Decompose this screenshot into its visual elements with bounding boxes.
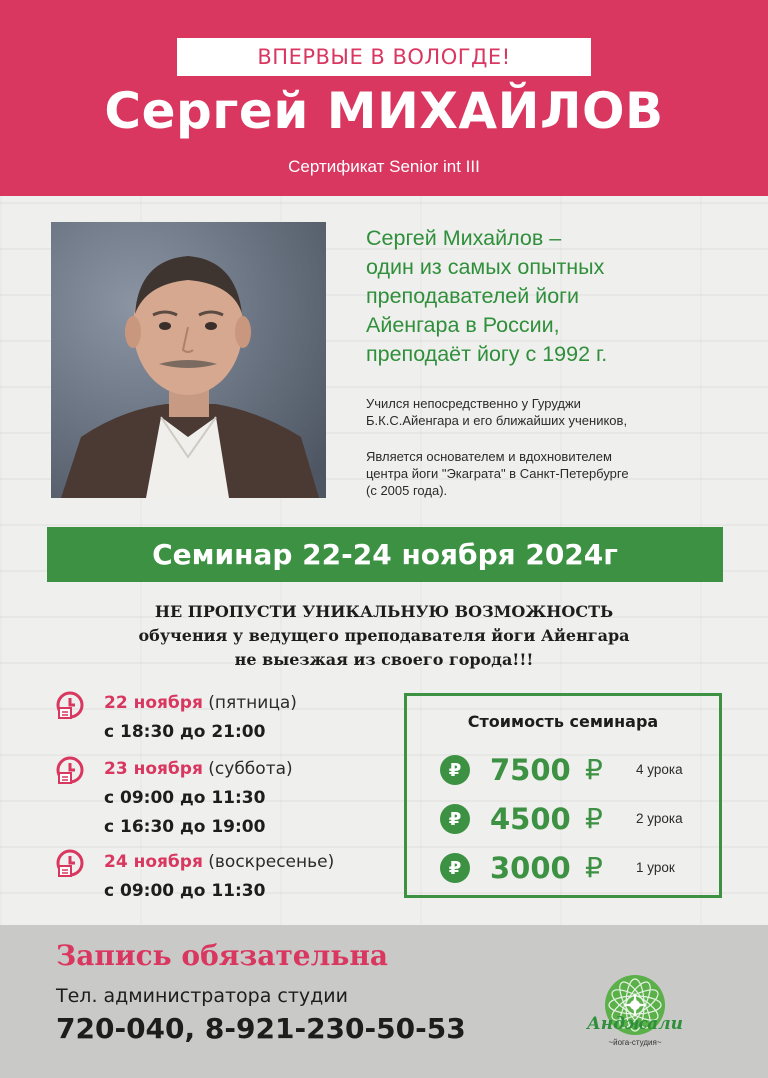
price-amount: 3000 <box>490 851 571 885</box>
bio-line: Учился непосредственно у Гуруджи <box>366 396 581 411</box>
teacher-photo <box>51 222 326 498</box>
certificate: Сертификат Senior int III <box>288 157 480 176</box>
bio-line: (с 2005 года). <box>366 483 448 498</box>
schedule-day-3 <box>104 849 334 875</box>
schedule-weekday: (воскресенье) <box>208 852 335 872</box>
price-row <box>440 753 710 787</box>
price-row <box>440 802 710 836</box>
bio-lead-line: преподаёт йогу с 1992 г. <box>366 342 608 366</box>
price-currency: ₽ <box>585 802 603 835</box>
price-title: Стоимость семинара <box>467 712 659 731</box>
schedule-date: 23 ноября <box>104 759 203 779</box>
promo-text <box>0 600 768 672</box>
price-amount: 4500 <box>490 802 571 836</box>
schedule-weekday: (пятница) <box>208 693 297 713</box>
schedule-day-1 <box>104 690 297 716</box>
price-amount: 7500 <box>490 753 571 787</box>
schedule-time: с 09:00 до 11:30 <box>104 881 266 901</box>
price-row <box>440 851 710 885</box>
phone-numbers[interactable]: 720-040, 8-921-230-50-53 <box>56 1012 466 1045</box>
schedule-weekday: (суббота) <box>208 759 293 779</box>
calendar-clock-icon <box>55 848 85 878</box>
price-currency: ₽ <box>585 851 603 884</box>
tagline: ВПЕРВЫЕ В ВОЛОГДЕ! <box>257 45 511 69</box>
schedule-time: с 09:00 до 11:30 <box>104 788 266 808</box>
calendar-clock-icon <box>55 755 85 785</box>
promo-line: обучения у ведущего преподавателя йоги Айенгара <box>138 626 630 645</box>
promo-line: НЕ ПРОПУСТИ УНИКАЛЬНУЮ ВОЗМОЖНОСТЬ <box>154 602 614 621</box>
schedule-date: 22 ноября <box>104 693 203 713</box>
bio-line: Б.К.С.Айенгара и его ближайших учеников, <box>366 413 628 428</box>
bio-lead-line: один из самых опытных <box>366 255 605 279</box>
price-note: 2 урока <box>636 811 683 826</box>
bio-line: Является основателем и вдохновителем <box>366 449 612 464</box>
tagline-box <box>177 38 591 76</box>
teacher-name: Сергей МИХАЙЛОВ <box>104 82 664 140</box>
bio-lead-line: Сергей Михайлов – <box>366 226 562 250</box>
schedule-time: с 18:30 до 21:00 <box>104 722 266 742</box>
bio-lead-line: Айенгара в России, <box>366 313 560 337</box>
seminar-title: Семинар 22-24 ноября 2024г <box>152 538 618 571</box>
logo-subtitle: ~йога-студия~ <box>608 1038 662 1047</box>
signup-required: Запись обязательна <box>56 939 388 972</box>
price-box <box>404 693 722 898</box>
bio-lead <box>366 224 736 369</box>
schedule-time: с 16:30 до 19:00 <box>104 817 266 837</box>
schedule-day-2 <box>104 756 293 782</box>
seminar-banner <box>47 527 723 582</box>
schedule-date: 24 ноября <box>104 852 203 872</box>
ruble-icon: ₽ <box>440 804 470 834</box>
bio-lead-line: преподавателей йоги <box>366 284 580 308</box>
price-currency: ₽ <box>585 753 603 786</box>
price-note: 4 урока <box>636 762 683 777</box>
logo-name: Анджали <box>586 1014 684 1034</box>
promo-line: не выезжая из своего города!!! <box>234 650 534 669</box>
bio-paragraph-founder <box>366 448 746 499</box>
calendar-clock-icon <box>55 690 85 720</box>
phone-label: Тел. администратора студии <box>56 985 348 1007</box>
bio-paragraph-study <box>366 395 746 429</box>
ruble-icon: ₽ <box>440 853 470 883</box>
bio-line: центра йоги "Экаграта" в Санкт-Петербурге <box>366 466 629 481</box>
price-note: 1 урок <box>636 860 675 875</box>
ruble-icon: ₽ <box>440 755 470 785</box>
